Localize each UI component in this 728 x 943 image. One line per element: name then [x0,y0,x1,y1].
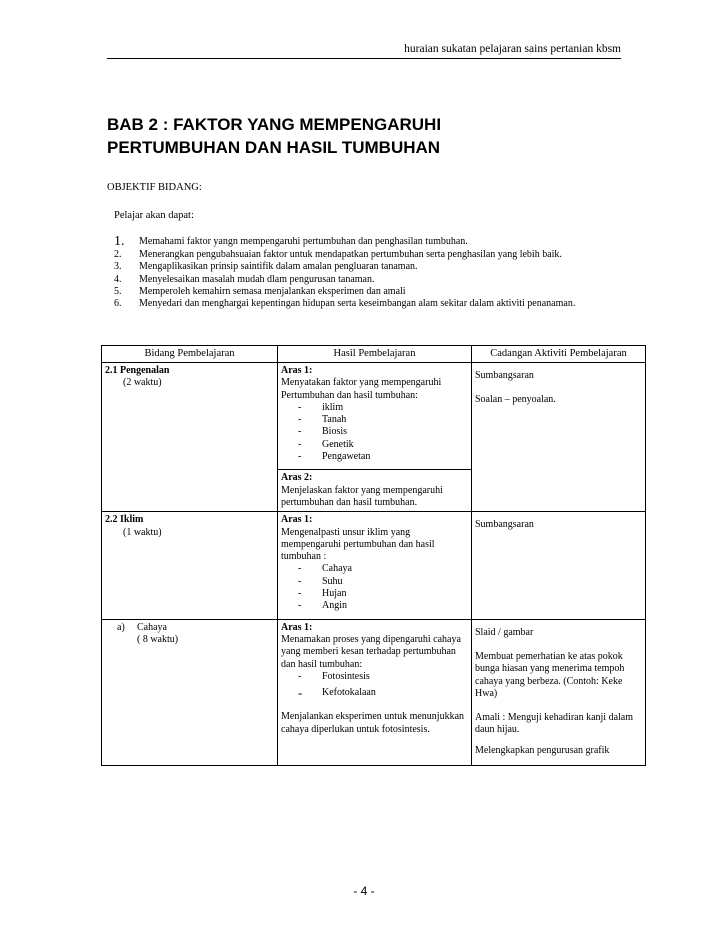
topic-duration: (2 waktu) [123,377,162,389]
subtopic-title: Cahaya [137,621,167,633]
aras-text: Menyatakan faktor yang mempengaruhi Pertumbuhan dan hasil tumbuhan: [281,377,442,401]
list-item: - iklim [298,401,344,413]
aras-text: Menjelaskan faktor yang mempengaruhi pertumbuhan dan hasil tumbuhan. [281,484,443,508]
aras-label: Aras 1: [281,514,313,526]
objective-text: Memperoleh kemahirn semasa menjalankan eksperimen dan amali [139,285,406,297]
table-row [102,512,646,619]
objective-text: Memahami faktor yangn mempengaruhi pertumbuhan dan penghasilan tumbuhan. [139,236,468,247]
table-row [102,619,646,765]
list-item: - Suhu [298,575,343,587]
list-item: - Cahaya [298,563,352,575]
objective-text: Menyelesaikan masalah mudah dlam pengurusan tanaman. [139,273,375,285]
subtopic [105,622,274,634]
bidang-cell [102,619,278,765]
objectives-heading: OBJEKTIF BIDANG: [107,182,202,193]
hasil-cell [278,363,472,470]
topic-title: 2.2 Iklim [105,514,144,526]
chapter-title [107,113,667,159]
activity-text: Soalan – penyoalan. [475,394,556,406]
objective-number: 4. [114,273,122,285]
topic-duration: (1 waktu) [123,526,162,538]
bidang-cell [102,363,278,512]
bidang-cell [102,512,278,619]
activity-text: Melengkapkan pengurusan grafik [475,744,610,756]
objective-item [114,234,674,249]
activity-text: Sumbangsaran [475,519,534,531]
table-header-row [102,346,646,363]
objective-item [114,261,674,273]
hasil-cell [278,470,472,512]
aras-text: Menamakan proses yang dipengaruhi cahaya yang memberi kesan terhadap pertumbuhan dan hasil tumbuhan: [281,633,461,670]
aras-label: Aras 1: [281,365,313,376]
topic-title: 2.1 Pengenalan [105,365,170,376]
aras-text: Menjalankan eksperimen untuk menunjukkan cahaya diperlukan untuk fotosintesis. [281,711,465,735]
objective-item [114,249,674,261]
list-item: - Fotosintesis [298,670,370,682]
list-item: - Angin [298,600,347,612]
list-item: - Hujan [298,588,347,600]
objective-text: Menyedari dan menghargai kepentingan hidupan serta keseimbangan alam sekitar dalam aktiviti penanaman. [139,298,576,310]
objective-item [114,298,674,310]
header-bidang: Bidang Pembelajaran [102,346,278,363]
activity-text: Membuat pemerhatian ke atas pokok bunga hiasan yang menerima tempoh cahaya yang berbeza. (Contoh: Keke Hwa) [475,650,625,699]
activity-text: Sumbangsaran [475,370,534,381]
aras-text: Mengenalpasti unsur iklim yang mempengaruhi pertumbuhan dan hasil tumbuhan : [281,526,435,563]
aras-label: Aras 2: [281,472,313,484]
list-item: - Kefotokalaan [298,685,376,701]
header-cadangan: Cadangan Aktiviti Pembelajaran [472,346,646,363]
chapter-title-line2: PERTUMBUHAN DAN HASIL TUMBUHAN [107,138,441,157]
objective-number: 5. [114,285,122,297]
objective-item [114,286,674,298]
activity-text: Amali : Menguji kehadiran kanji dalam daun hijau. [475,712,634,736]
hasil-cell [278,512,472,619]
list-item: - Pengawetan [298,451,371,463]
list-item: - Biosis [298,426,348,438]
list-item: - Genetik [298,438,354,450]
header-hasil: Hasil Pembelajaran [278,346,472,363]
objective-number: 6. [114,298,122,310]
objective-number: 3. [114,261,122,273]
objectives-intro: Pelajar akan dapat: [114,210,194,221]
objective-number: 2. [114,249,122,260]
chapter-title-line1: BAB 2 : FAKTOR YANG MEMPENGARUHI [107,115,442,134]
cadangan-cell [472,363,646,512]
objective-item [114,274,674,286]
objective-number: 1. [114,234,125,249]
page-number: - 4 - [353,884,375,898]
objective-text: Mengaplikasikan prinsip saintifik dalam amalan pengluaran tanaman. [139,261,418,273]
cadangan-cell [472,512,646,619]
curriculum-table [101,345,646,766]
table-row [102,363,646,470]
running-header: huraian sukatan pelajaran sains pertanian kbsm [107,43,621,59]
topic-duration: ( 8 waktu) [137,633,179,645]
objectives-list [114,234,674,310]
objective-text: Menerangkan pengubahsuaian faktor untuk mendapatkan pertumbuhan serta penghasilan yang lebih baik. [139,249,562,260]
subtopic-letter: a) [117,621,125,633]
list-item: - Tanah [298,414,347,426]
hasil-cell [278,619,472,765]
activity-text: Slaid / gambar [475,626,534,638]
aras-label: Aras 1: [281,621,313,633]
cadangan-cell [472,619,646,765]
